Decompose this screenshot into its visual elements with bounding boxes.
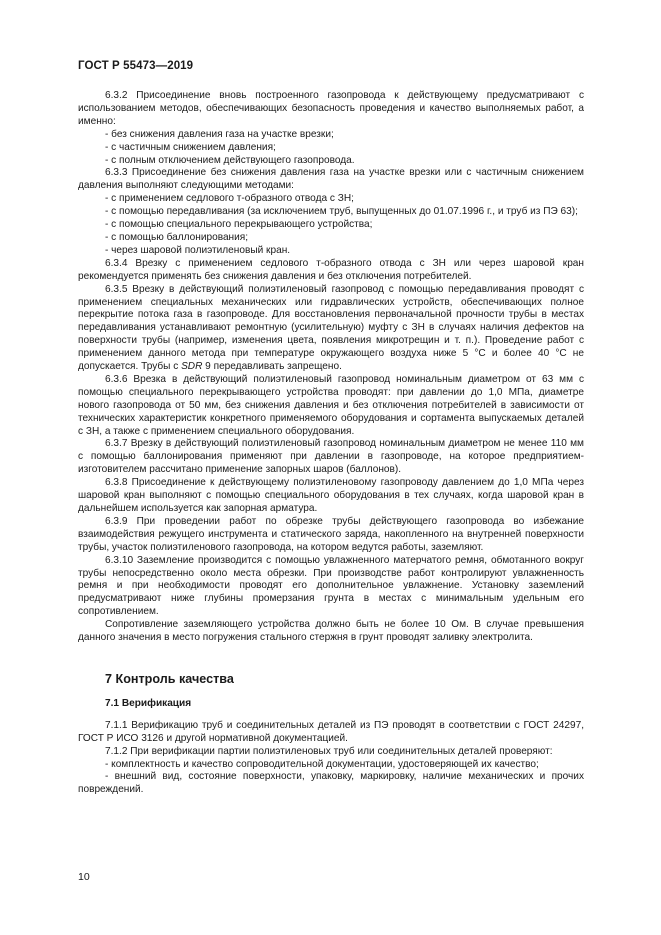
paragraph-6-3-7: 6.3.7 Врезку в действующий полиэтиленовый газопровод номинальным диаметром не менее 110 мм с помощью баллонирования применяют при давлении в газопроводе, на которое предприятием-изготовителем рассчитано применение запорных шаров (баллонов). <box>78 438 584 476</box>
paragraph-6-3-8: 6.3.8 Присоединение к действующему полиэтиленовому газопроводу давлением до 1,0 МПа через шаровой кран выполняют с помощью специального оборудования в тех случаях, когда шаровой кран в дальнейшем используется как запорная арматура. <box>78 477 584 514</box>
section-7-1-heading: 7.1 Верификация <box>105 697 192 709</box>
list-item: - с частичным снижением давления; <box>105 141 276 153</box>
list-item: - внешний вид, состояние поверхности, упаковку, маркировку, наличие механических и прочих повреждений. <box>78 771 584 796</box>
paragraph-6-3-5-text: 6.3.5 Врезку в действующий полиэтиленовый газопровод с помощью передавливания проводят с применением специальных механических или гидравлических устройств, обеспечивающих полное перекрытие потока газа в газопроводе. Для восстановления первоначальной прочности трубы в местах передавливания устанавливают ремонтную (усилительную) муфту с ЗН в случаях наличия дефектов на поверхности трубы (например, изменения цвета, появления микротрещин и т. п.). Проведение работ с применением данного метода при температуре окружающего воздуха ниже 5 °С и более 40 °С не допускается. Трубы с <box>78 283 584 373</box>
paragraph-6-3-5 <box>78 284 584 374</box>
list-item: - без снижения давления газа на участке врезки; <box>105 128 334 140</box>
list-item: - с применением седлового т-образного отвода с ЗН; <box>105 193 354 205</box>
paragraph-7-1-1: 7.1.1 Верификацию труб и соединительных деталей из ПЭ проводят в соответствии с ГОСТ 24297, ГОСТ Р ИСО 3126 и другой нормативной документацией. <box>78 719 584 744</box>
list-item: - комплектность и качество сопроводительной документации, удостоверяющей их качество; <box>105 758 539 770</box>
list-item: - с помощью передавливания (за исключением труб, выпущенных до 01.07.1996 г., и труб из ПЭ 63); <box>105 206 578 218</box>
section-7-heading: 7 Контроль качества <box>105 671 234 686</box>
page-number: 10 <box>78 871 90 883</box>
sdr-term: SDR <box>181 361 203 373</box>
paragraph-6-3-6: 6.3.6 Врезка в действующий полиэтиленовый газопровод номинальным диаметром от 63 мм с помощью специального перекрывающего устройства проводят: при давлении до 1,0 МПа, диаметре нового газопровода от 50 мм, без снижения давления и без отключения потребителей в зависимости от технических характеристик конкретного применяемого оборудования и сортамента выпускаемых деталей с ЗН, а также с применением специального оборудования. <box>78 373 584 437</box>
list-item: - с помощью специального перекрывающего устройства; <box>105 219 373 231</box>
paragraph-7-1-2: 7.1.2 При верификации партии полиэтиленовых труб или соединительных деталей проверяют: <box>105 745 553 757</box>
paragraph-6-3-10: 6.3.10 Заземление производится с помощью увлажненного матерчатого ремня, обмотанного вокруг трубы непосредственно около места обрезки. При производстве работ контролируют увлажненность ремня и при необходимости проводят его дополнительное увлажнение. Установку заземлений предусматривают ниже глубины промерзания грунта в местах с минимальным удельным его сопротивлением. <box>78 554 584 618</box>
paragraph-6-3-4: 6.3.4 Врезку с применением седлового т-образного отвода с ЗН или через шаровой кран рекомендуется применять без снижения давления и без отключения потребителей. <box>78 257 584 282</box>
document-header: ГОСТ Р 55473—2019 <box>78 60 194 72</box>
list-item: - с полным отключением действующего газопровода. <box>105 154 355 166</box>
paragraph-grounding-resistance: Сопротивление заземляющего устройства должно быть не более 10 Ом. В случае превышения данного значения в место погружения стального стержня в грунт проводят заливку электролита. <box>78 619 584 644</box>
list-item: - через шаровой полиэтиленовый кран. <box>105 244 291 256</box>
document-body <box>78 90 584 797</box>
paragraph-6-3-9: 6.3.9 При проведении работ по обрезке трубы действующего газопровода во избежание взаимодействия режущего инструмента и статического заряда, накопленного на внутренней поверхности трубы, участок полиэтиленового газопровода, на котором ведутся работы, заземляют. <box>78 515 584 553</box>
paragraph-6-3-2: 6.3.2 Присоединение вновь построенного газопровода к действующему предусматривают с использованием методов, обеспечивающих безопасность проведения и качество выполняемых работ, а именно: <box>78 90 584 127</box>
list-item: - с помощью баллонирования; <box>105 231 249 243</box>
paragraph-6-3-5-tail: 9 передавливать запрещено. <box>202 361 342 373</box>
paragraph-6-3-3: 6.3.3 Присоединение без снижения давления газа на участке врезки или с частичным снижением давления выполняют следующими методами: <box>78 167 584 192</box>
